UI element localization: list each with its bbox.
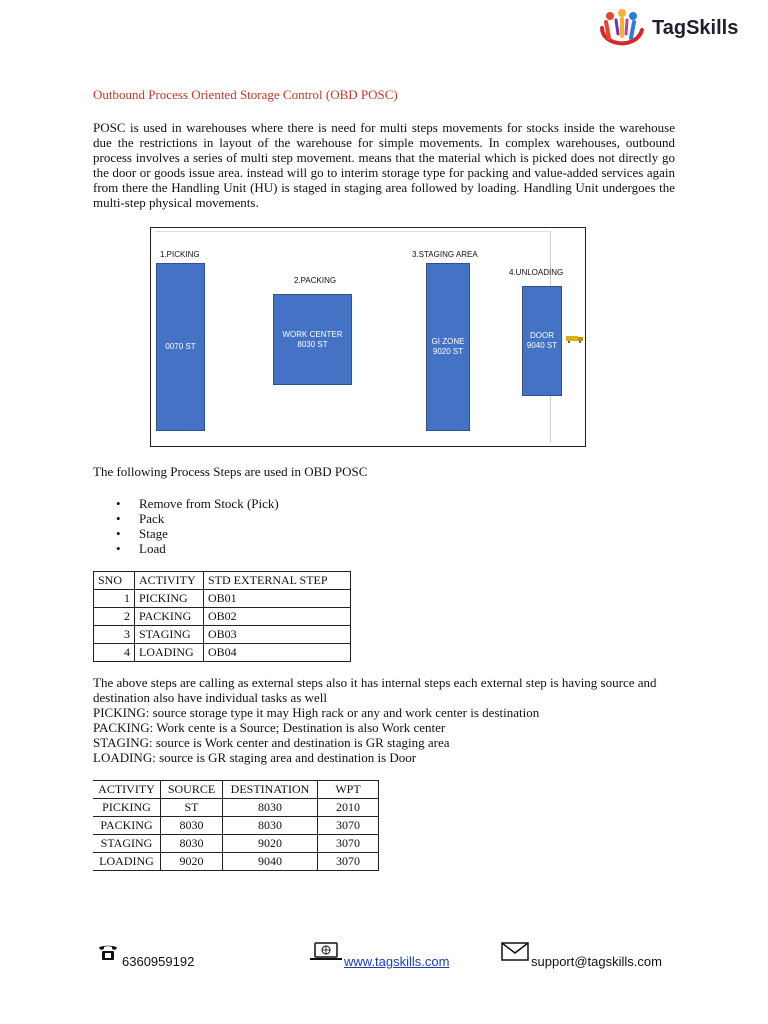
label-picking: 1.PICKING [160, 250, 200, 259]
box-gi-zone-line1: GI ZONE [431, 337, 465, 346]
header-sno: SNO [94, 572, 135, 590]
phone-number: 6360959192 [122, 954, 195, 969]
label-packing: 2.PACKING [294, 276, 337, 285]
table-row [94, 590, 351, 608]
table-cell: 8030 [161, 835, 223, 853]
table-row [93, 799, 379, 817]
brand-name: TagSkills [652, 17, 739, 39]
envelope-icon [501, 942, 529, 962]
header-activity: ACTIVITY [135, 572, 204, 590]
note-line: The above steps are calling as external steps also it has internal steps each external step is having source and destination also have individual tasks as well [93, 675, 657, 705]
table-cell: PACKING [93, 817, 161, 835]
table-cell: STAGING [93, 835, 161, 853]
box-door [522, 286, 562, 396]
table-header-row [93, 781, 379, 799]
table-cell: 8030 [161, 817, 223, 835]
box-work-center-line1: WORK CENTER [282, 329, 343, 339]
process-steps-list [120, 496, 279, 556]
website-link[interactable]: www.tagskills.com [344, 954, 450, 969]
table-cell: PICKING [135, 590, 204, 608]
header-std-step: STD EXTERNAL STEP [204, 572, 351, 590]
list-item: • Load [120, 541, 279, 556]
table-row [94, 608, 351, 626]
label-staging: 3.STAGING AREA [412, 250, 478, 259]
table-cell: OB03 [204, 626, 351, 644]
laptop-icon [308, 942, 344, 964]
page-title: Outbound Process Oriented Storage Control (OBD POSC) [93, 87, 398, 102]
table-cell: 2 [94, 608, 135, 626]
contact-footer [0, 942, 768, 982]
table-row [93, 853, 379, 871]
table-cell: 8030 [223, 799, 318, 817]
list-item: • Pack [120, 511, 279, 526]
note-line: PACKING: Work cente is a Source; Destination is also Work center [93, 720, 446, 735]
box-door-line1: DOOR [530, 331, 554, 340]
table-cell: 2010 [318, 799, 379, 817]
notes-block [93, 675, 683, 765]
note-line: LOADING: source is GR staging area and destination is Door [93, 750, 417, 765]
table-row [93, 835, 379, 853]
table-cell: PACKING [135, 608, 204, 626]
truck-icon [566, 335, 584, 343]
process-diagram [150, 227, 586, 447]
steps-intro: The following Process Steps are used in OBD POSC [93, 464, 368, 479]
label-unloading: 4.UNLOADING [509, 268, 564, 277]
table-cell: 8030 [223, 817, 318, 835]
table-cell: OB02 [204, 608, 351, 626]
table-row [93, 817, 379, 835]
table-cell: 3 [94, 626, 135, 644]
table-cell: 9040 [223, 853, 318, 871]
table-cell: STAGING [135, 626, 204, 644]
table-cell: OB04 [204, 644, 351, 662]
logo-mark-icon [596, 6, 646, 56]
box-door-line2: 9040 ST [526, 341, 558, 350]
table-row [94, 626, 351, 644]
table-cell: 3070 [318, 853, 379, 871]
intro-paragraph: POSC is used in warehouses where there is need for multi steps movements for stocks inside the warehouse due the restrictions in layout of the warehouse for simple movements. In complex warehouses, outbound process involves a series of multi step movement. means that the material which is picked does not directly go the door or goods issue area. instead will go to interim storage type for packing and value-added services again from there the Handling Unit (HU) is staged in staging area followed by loading. Handling Unit undergoes the multi-step physical movements. [93, 120, 675, 210]
table-cell: 3070 [318, 835, 379, 853]
list-item: • Stage [120, 526, 279, 541]
external-steps-table [93, 571, 351, 662]
header-activity: ACTIVITY [93, 781, 161, 799]
box-work-center-line2: 8030 ST [297, 339, 328, 349]
table-cell: 3070 [318, 817, 379, 835]
phone-icon [97, 942, 119, 962]
diagram-frame [155, 231, 551, 443]
email-address[interactable]: support@tagskills.com [531, 954, 662, 969]
table-cell: 9020 [223, 835, 318, 853]
table-cell: LOADING [135, 644, 204, 662]
list-item: • Remove from Stock (Pick) [120, 496, 279, 511]
note-line: PICKING: source storage type it may High rack or any and work center is destination [93, 705, 540, 720]
table-cell: ST [161, 799, 223, 817]
tagskills-logo [596, 6, 756, 56]
table-cell: PICKING [93, 799, 161, 817]
box-0070-label: 0070 ST [165, 342, 196, 351]
header-wpt: WPT [318, 781, 379, 799]
table-cell: OB01 [204, 590, 351, 608]
table-cell: 4 [94, 644, 135, 662]
activity-mapping-table [93, 780, 379, 871]
table-cell: 9020 [161, 853, 223, 871]
table-cell: LOADING [93, 853, 161, 871]
header-source: SOURCE [161, 781, 223, 799]
table-header-row [94, 572, 351, 590]
box-work-center [273, 294, 352, 385]
note-line: STAGING: source is Work center and destination is GR staging area [93, 735, 450, 750]
table-row [94, 644, 351, 662]
table-cell: 1 [94, 590, 135, 608]
header-destination: DESTINATION [223, 781, 318, 799]
box-gi-zone-line2: 9020 ST [432, 347, 464, 356]
box-gi-zone [426, 263, 470, 431]
box-0070-st [156, 263, 205, 431]
